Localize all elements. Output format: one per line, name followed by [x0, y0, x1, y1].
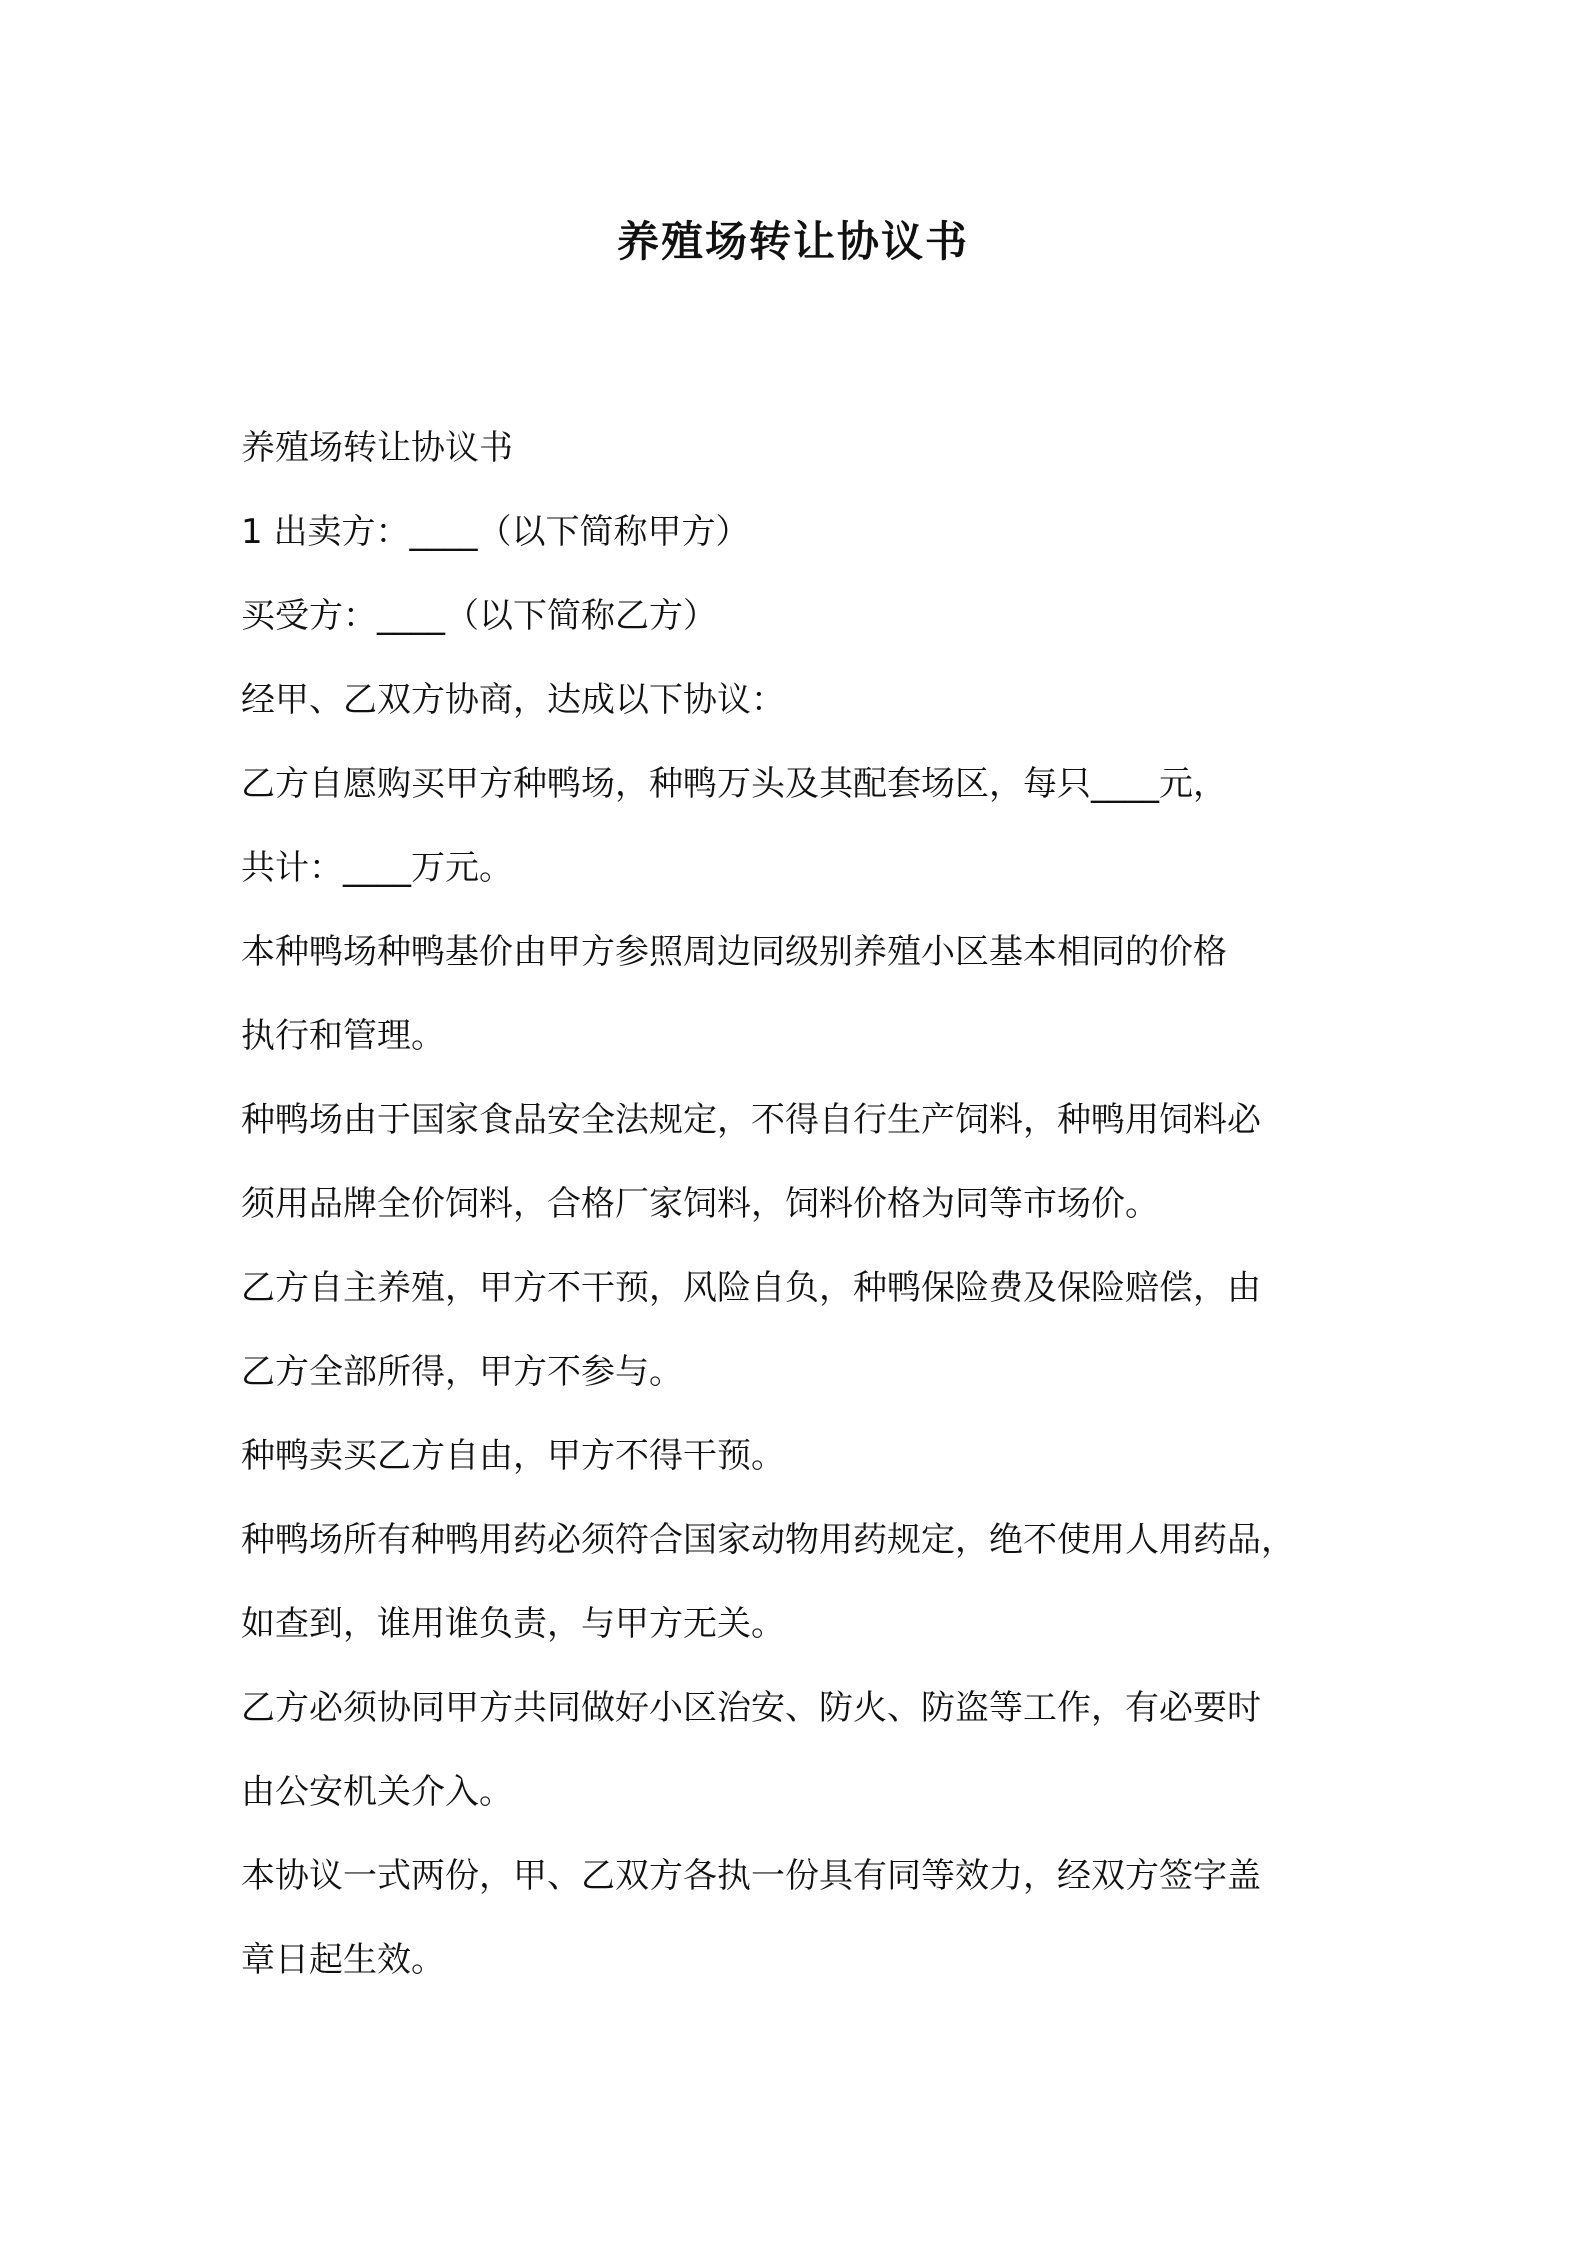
document-body	[241, 406, 1381, 2002]
body-line-total: 共计：____万元。	[241, 848, 513, 888]
body-line-base-price-cont: 执行和管理。	[241, 1016, 445, 1056]
body-line-medication: 种鸭场所有种鸭用药必须符合国家动物用药规定，绝不使用人用药品，	[241, 1520, 1295, 1560]
body-line-risk-cont: 乙方全部所得，甲方不参与。	[241, 1352, 683, 1392]
body-line-copies: 本协议一式两份，甲、乙双方各执一份具有同等效力，经双方签字盖	[241, 1856, 1261, 1896]
body-line-agreement-intro: 经甲、乙双方协商，达成以下协议：	[241, 680, 785, 720]
body-line-trade: 种鸭卖买乙方自由，甲方不得干预。	[241, 1436, 785, 1476]
body-line-seller: 1 出卖方：____（以下简称甲方）	[241, 512, 750, 552]
body-line-copies-cont: 章日起生效。	[241, 1940, 445, 1980]
body-line-base-price: 本种鸭场种鸭基价由甲方参照周边同级别养殖小区基本相同的价格	[241, 932, 1227, 972]
body-line-heading: 养殖场转让协议书	[241, 428, 513, 468]
body-line-feed: 种鸭场由于国家食品安全法规定，不得自行生产饲料，种鸭用饲料必	[241, 1100, 1261, 1140]
body-line-purchase: 乙方自愿购买甲方种鸭场，种鸭万头及其配套场区，每只____元，	[241, 764, 1227, 804]
body-line-buyer: 买受方：____（以下简称乙方）	[241, 596, 717, 636]
body-line-medication-cont: 如查到，谁用谁负责，与甲方无关。	[241, 1604, 785, 1644]
body-line-risk: 乙方自主养殖，甲方不干预，风险自负，种鸭保险费及保险赔偿，由	[241, 1268, 1261, 1308]
body-line-security: 乙方必须协同甲方共同做好小区治安、防火、防盗等工作，有必要时	[241, 1688, 1261, 1728]
body-line-security-cont: 由公安机关介入。	[241, 1772, 513, 1812]
body-line-feed-cont: 须用品牌全价饲料，合格厂家饲料，饲料价格为同等市场价。	[241, 1184, 1159, 1224]
document-title: 养殖场转让协议书	[616, 217, 969, 266]
